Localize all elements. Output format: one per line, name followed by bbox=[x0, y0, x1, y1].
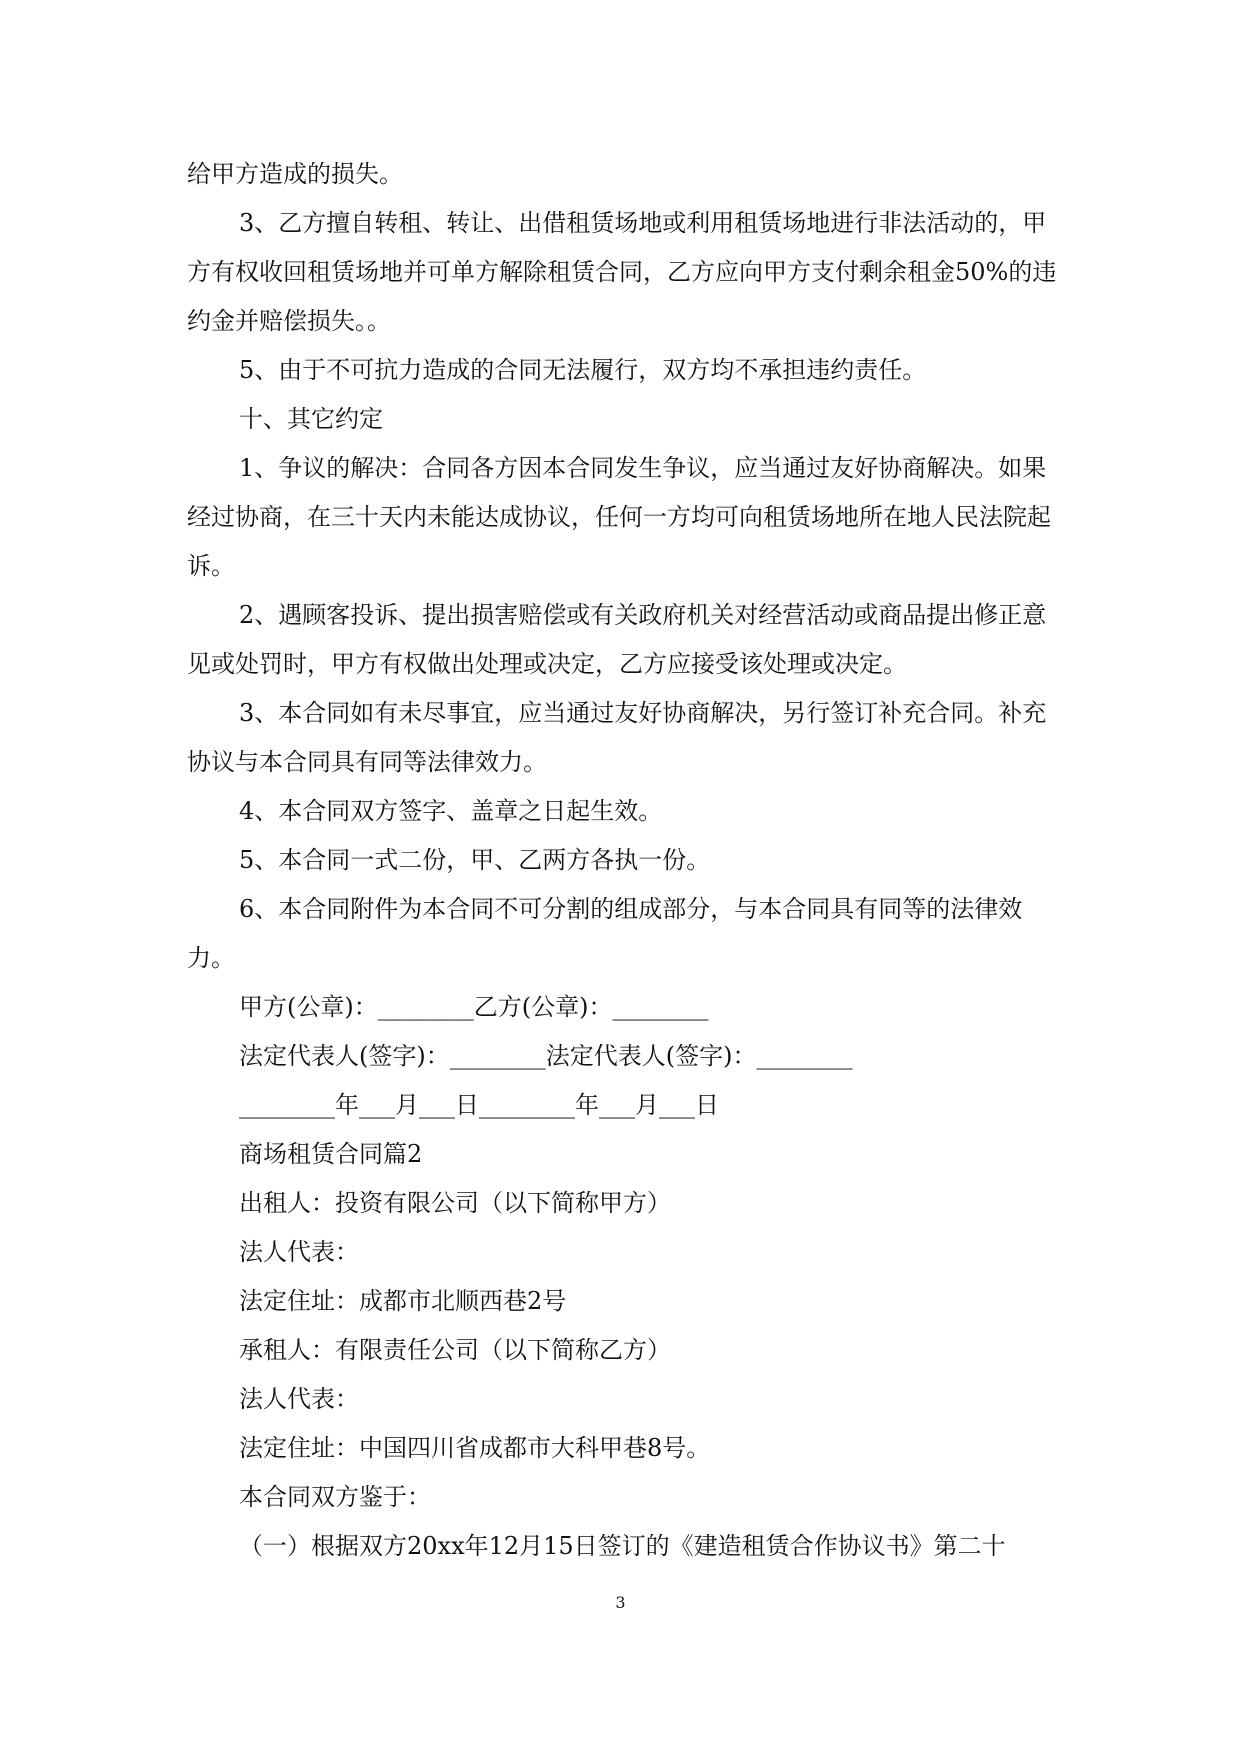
section-heading-other-agreements: 十、其它约定 bbox=[239, 405, 383, 433]
signature-date-line: ________年___月___日________年___月___日 bbox=[239, 1091, 719, 1119]
contract2-lessor: 出租人：投资有限公司（以下简称甲方） bbox=[239, 1189, 671, 1217]
paragraph-dispute-resolution: 1、争议的解决：合同各方因本合同发生争议，应当通过友好协商解决。如果经过协商，在三十天内未能达成协议，任何一方均可向租赁场地所在地人民法院起诉。 bbox=[187, 454, 1051, 580]
contract2-lessee-representative: 法人代表： bbox=[239, 1385, 359, 1413]
paragraph-copies: 5、本合同一式二份，甲、乙两方各执一份。 bbox=[239, 846, 711, 874]
paragraph-continuation: 给甲方造成的损失。 bbox=[187, 160, 403, 188]
contract2-whereas: 本合同双方鉴于： bbox=[239, 1483, 431, 1511]
page-number: 3 bbox=[615, 1593, 626, 1612]
paragraph-effective: 4、本合同双方签字、盖章之日起生效。 bbox=[239, 797, 663, 825]
paragraph-clause-5: 5、由于不可抗力造成的合同无法履行，双方均不承担违约责任。 bbox=[239, 356, 927, 384]
document-body bbox=[187, 150, 1067, 1571]
contract2-title: 商场租赁合同篇2 bbox=[239, 1140, 423, 1168]
contract2-lessor-address: 法定住址：成都市北顺西巷2号 bbox=[239, 1287, 567, 1315]
contract2-lessee: 承租人：有限责任公司（以下简称乙方） bbox=[239, 1336, 671, 1364]
contract2-lessor-representative: 法人代表： bbox=[239, 1238, 359, 1266]
contract2-clause-1: （一）根据双方20xx年12月15日签订的《建造租赁合作协议书》第二十 bbox=[239, 1532, 1006, 1560]
paragraph-supplementary: 3、本合同如有未尽事宜，应当通过友好协商解决，另行签订补充合同。补充协议与本合同具有同等法律效力。 bbox=[187, 699, 1047, 776]
signature-seal-line: 甲方(公章)：________乙方(公章)：________ bbox=[239, 993, 709, 1021]
paragraph-complaints: 2、遇顾客投诉、提出损害赔偿或有关政府机关对经营活动或商品提出修正意见或处罚时，甲方有权做出处理或决定，乙方应接受该处理或决定。 bbox=[187, 601, 1047, 678]
paragraph-attachments: 6、本合同附件为本合同不可分割的组成部分，与本合同具有同等的法律效力。 bbox=[187, 895, 1023, 972]
signature-representative-line: 法定代表人(签字)：________法定代表人(签字)：________ bbox=[239, 1042, 853, 1070]
contract2-lessee-address: 法定住址：中国四川省成都市大科甲巷8号。 bbox=[239, 1434, 711, 1462]
paragraph-clause-3: 3、乙方擅自转租、转让、出借租赁场地或利用租赁场地进行非法活动的，甲方有权收回租赁场地并可单方解除租赁合同，乙方应向甲方支付剩余租金50%的违约金并赔偿损失。。 bbox=[187, 209, 1057, 335]
